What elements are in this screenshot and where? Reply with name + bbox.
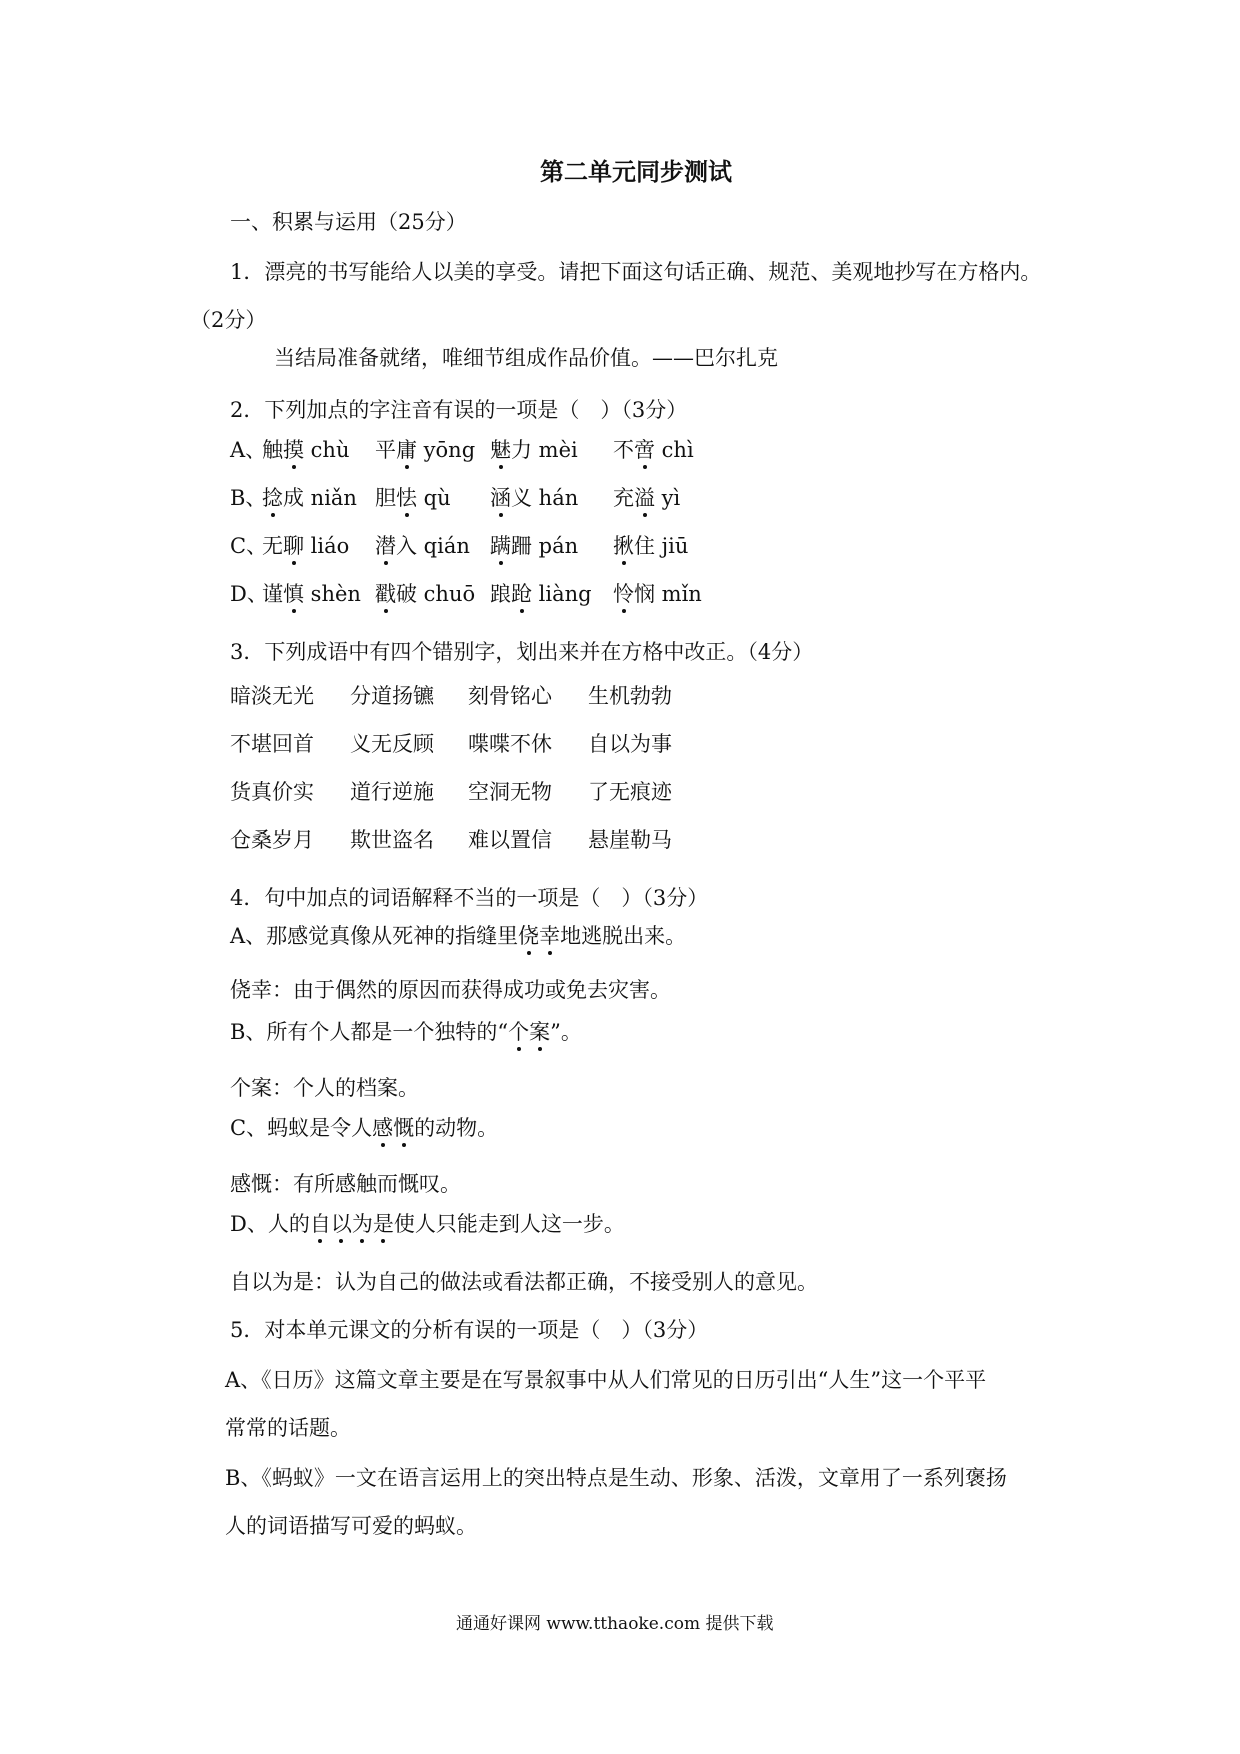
question-4-option-d [230, 1214, 625, 1235]
option-word: 充 [613, 486, 634, 510]
option-word: 不 [613, 438, 634, 462]
option-c-pre: C、蚂蚁是令人 [230, 1116, 373, 1140]
dotted-char: 捻 [262, 486, 283, 510]
option-a-pre: A、那感觉真像从死神的指缝里 [230, 924, 519, 948]
dotted-char: 怜 [613, 582, 634, 606]
idiom-item: 了无痕迹 [588, 780, 672, 804]
option-d-pre: D、人的 [230, 1212, 310, 1236]
page-footer: 通通好课网 www.tthaoke.com 提供下载 [456, 1614, 774, 1634]
option-a-post: 地逃脱出来。 [560, 924, 687, 948]
idiom-item: 悬崖勒马 [588, 828, 672, 852]
option-word: 触 [262, 438, 283, 462]
page-title: 第二单元同步测试 [540, 158, 732, 186]
question-4-stem: 4．句中加点的词语解释不当的一项是（ ）（3分） [230, 886, 709, 910]
option-word: 成 [283, 486, 304, 510]
dotted-char: 案 [529, 1020, 551, 1044]
idiom-item: 暗淡无光 [230, 684, 314, 708]
option-label: D、 [230, 582, 268, 606]
idiom-item: 生机勃勃 [588, 684, 672, 708]
dotted-char: 个 [508, 1020, 530, 1044]
option-word: 力 [511, 438, 532, 462]
dotted-char: 自 [309, 1212, 331, 1236]
question-4-def-b: 个案：个人的档案。 [230, 1076, 419, 1100]
question-4-def-d: 自以为是：认为自己的做法或看法都正确，不接受别人的意见。 [230, 1270, 818, 1294]
pinyin: mèi [532, 438, 578, 462]
pinyin-option [262, 584, 361, 605]
dotted-char: 溢 [634, 486, 655, 510]
dotted-char: 摸 [283, 438, 304, 462]
pinyin: niǎn [304, 486, 357, 510]
dotted-char: 啻 [634, 438, 655, 462]
dotted-char: 庸 [396, 438, 417, 462]
option-word: 义 [511, 486, 532, 510]
pinyin-option [613, 488, 680, 509]
option-c-post: 的动物。 [414, 1116, 499, 1140]
dotted-char: 侥 [518, 924, 540, 948]
pinyin: chù [304, 438, 350, 462]
option-word: 无 [262, 534, 283, 558]
dotted-char: 戳 [375, 582, 396, 606]
dotted-char: 蹒 [490, 534, 511, 558]
pinyin: yōng [417, 438, 476, 462]
question-4-def-a: 侥幸：由于偶然的原因而获得成功或免去灾害。 [230, 978, 671, 1002]
pinyin: yì [655, 486, 681, 510]
idiom-item: 道行逆施 [350, 780, 434, 804]
pinyin: shèn [304, 582, 361, 606]
idiom-item: 货真价实 [230, 780, 314, 804]
question-5-option-b-line1: B、《蚂蚁》一文在语言运用上的突出特点是生动、形象、活泼，文章用了一系列褒扬 [225, 1466, 1007, 1490]
pinyin-option [490, 440, 578, 461]
option-b-pre: B、所有个人都是一个独特的“ [230, 1020, 509, 1044]
pinyin: liàng [532, 582, 592, 606]
option-b-post: ”。 [550, 1020, 582, 1044]
option-label: C、 [230, 534, 268, 558]
pinyin: mǐn [655, 582, 702, 606]
pinyin-option [375, 488, 451, 509]
idiom-item: 分道扬镳 [350, 684, 434, 708]
pinyin: qián [417, 534, 470, 558]
question-2-stem: 2．下列加点的字注音有误的一项是（ ）（3分） [230, 398, 688, 422]
pinyin-option [375, 584, 475, 605]
idiom-item: 喋喋不休 [468, 732, 552, 756]
dotted-char: 怯 [396, 486, 417, 510]
pinyin-option [613, 584, 702, 605]
pinyin-option [262, 440, 350, 461]
idiom-item: 自以为事 [588, 732, 672, 756]
question-1-line2: （2分） [190, 308, 267, 332]
question-5-option-a-line1: A、《日历》这篇文章主要是在写景叙事中从人们常见的日历引出“人生”这一个平平 [225, 1368, 987, 1392]
option-word: 住 [634, 534, 655, 558]
pinyin-option [490, 536, 578, 557]
pinyin-option [375, 440, 475, 461]
pinyin-option [490, 584, 592, 605]
pinyin-option [613, 536, 688, 557]
question-5-option-a-line2: 常常的话题。 [225, 1416, 351, 1440]
dotted-char: 聊 [283, 534, 304, 558]
option-word: 踉 [490, 582, 511, 606]
option-d-dotted [310, 1212, 394, 1236]
option-a-dotted [518, 924, 560, 948]
question-4-option-a [230, 926, 686, 947]
pinyin: hán [532, 486, 579, 510]
option-word: 破 [396, 582, 417, 606]
option-word: 入 [396, 534, 417, 558]
dotted-char: 为 [351, 1212, 373, 1236]
dotted-char: 潜 [375, 534, 396, 558]
pinyin: pán [532, 534, 579, 558]
question-3-stem: 3．下列成语中有四个错别字，划出来并在方格中改正。（4分） [230, 640, 814, 664]
question-1-quote: 当结局准备就绪，唯细节组成作品价值。——巴尔扎克 [274, 346, 778, 370]
dotted-char: 魅 [490, 438, 511, 462]
option-c-dotted [372, 1116, 414, 1140]
question-4-def-c: 感慨：有所感触而慨叹。 [230, 1172, 461, 1196]
pinyin: jiū [655, 534, 689, 558]
pinyin-option [262, 488, 357, 509]
idiom-item: 刻骨铭心 [468, 684, 552, 708]
section-heading: 一、积累与运用（25分） [230, 210, 467, 234]
dotted-char: 涵 [490, 486, 511, 510]
idiom-item: 欺世盗名 [350, 828, 434, 852]
idiom-item: 义无反顾 [350, 732, 434, 756]
pinyin: chì [655, 438, 694, 462]
option-d-post: 使人只能走到人这一步。 [393, 1212, 625, 1236]
question-5-option-b-line2: 人的词语描写可爱的蚂蚁。 [225, 1514, 477, 1538]
pinyin-option [613, 440, 694, 461]
pinyin: liáo [304, 534, 350, 558]
idiom-item: 空洞无物 [468, 780, 552, 804]
question-1-line1: 1．漂亮的书写能给人以美的享受。请把下面这句话正确、规范、美观地抄写在方格内。 [230, 260, 1042, 284]
pinyin-option [490, 488, 578, 509]
idiom-item: 不堪回首 [230, 732, 314, 756]
option-word: 谨 [262, 582, 283, 606]
pinyin: chuō [417, 582, 476, 606]
question-5-stem: 5．对本单元课文的分析有误的一项是（ ）（3分） [230, 1318, 709, 1342]
option-word: 跚 [511, 534, 532, 558]
dotted-char: 感 [372, 1116, 394, 1140]
option-label: A、 [230, 438, 267, 462]
question-4-option-b [230, 1022, 582, 1043]
dotted-char: 慨 [393, 1116, 415, 1140]
option-word: 胆 [375, 486, 396, 510]
option-b-dotted [508, 1020, 550, 1044]
pinyin-option [375, 536, 470, 557]
dotted-char: 幸 [539, 924, 561, 948]
option-word: 悯 [634, 582, 655, 606]
idiom-item: 难以置信 [468, 828, 552, 852]
dotted-char: 是 [372, 1212, 394, 1236]
dotted-char: 揪 [613, 534, 634, 558]
idiom-item: 仓桑岁月 [230, 828, 314, 852]
pinyin-option [262, 536, 349, 557]
question-4-option-c [230, 1118, 498, 1139]
option-label: B、 [230, 486, 267, 510]
dotted-char: 跄 [511, 582, 532, 606]
pinyin: qù [417, 486, 451, 510]
dotted-char: 以 [330, 1212, 352, 1236]
option-word: 平 [375, 438, 396, 462]
dotted-char: 慎 [283, 582, 304, 606]
